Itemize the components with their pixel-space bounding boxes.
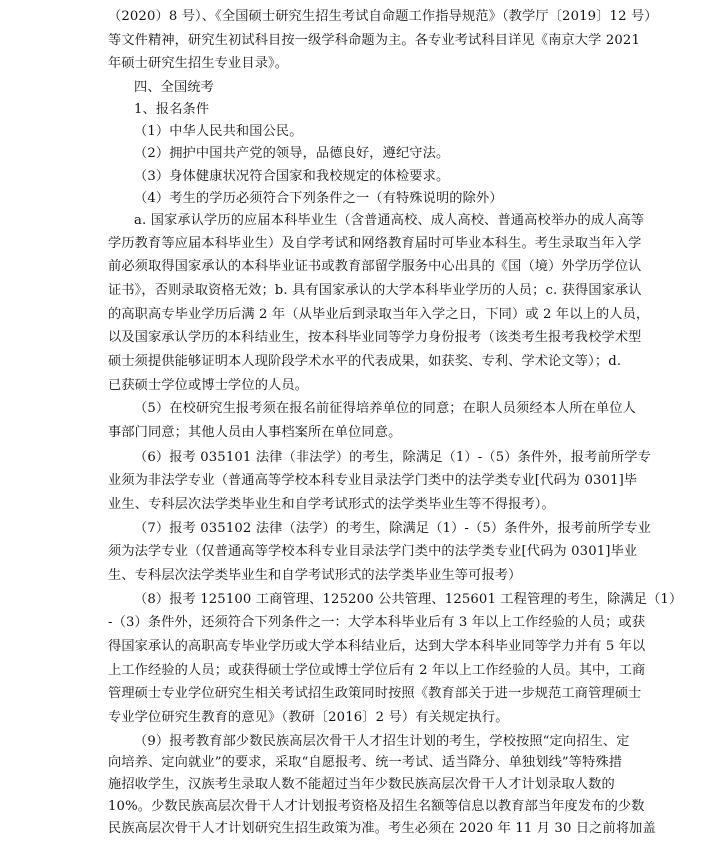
paragraph-line: 年硕士研究生招生专业目录》。 bbox=[108, 56, 289, 71]
paragraph-line: 须为法学专业（仅普通高等学校本科专业目录法学门类中的法学类专业[代码为 0301]毕业 bbox=[108, 544, 638, 559]
paragraph-line: （5）在校研究生报考须在报名前征得培养单位的同意；在职人员须经本人所在单位人 bbox=[134, 401, 637, 416]
condition-item: （1）中华人民共和国公民。 bbox=[134, 124, 303, 139]
paragraph-line: 学历教育等应届本科毕业生）及自学考试和网络教育届时可毕业本科生。考生录取当年入学 bbox=[108, 236, 642, 251]
paragraph-line: 向培养、定向就业”的要求，采取“自愿报考、统一考试、适当降分、单独划线”等特殊措 bbox=[108, 755, 623, 770]
paragraph-line: 已获硕士学位或博士学位的人员。 bbox=[108, 378, 309, 393]
paragraph-line: 管理硕士专业学位研究生相关考试招生政策同时按照《教育部关于进一步规范工商管理硕士 bbox=[108, 686, 642, 701]
paragraph-line: 施招收学生，汉族考生录取人数不能超过当年少数民族高层次骨干人才计划录取人数的 bbox=[108, 777, 615, 792]
paragraph-line: 业生、专科层次法学类毕业生和自学考试形式的法学类毕业生等不得报考）。 bbox=[108, 497, 555, 512]
paragraph-line: 生、专科层次法学类毕业生和自学考试形式的法学类毕业生等可报考） bbox=[108, 568, 522, 583]
paragraph-line: 证书》，否则录取资格无效；b. 具有国家承认的大学本科毕业学历的人员；c. 获得国家承认 bbox=[108, 283, 642, 298]
condition-item: （3）身体健康状况符合国家和我校规定的体检要求。 bbox=[134, 169, 450, 184]
paragraph-line: -（3）条件外，还须符合下列条件之一：大学本科毕业后有 3 年以上工作经验的人员；或获 bbox=[108, 615, 646, 630]
paragraph-line: （2020）8 号）、《全国硕士研究生招生考试自命题工作指导规范》（教学厅〔2019〕12 号） bbox=[108, 9, 658, 24]
paragraph-line: 的高职高专毕业学历后满 2 年（从毕业后到录取当年入学之日，下同）或 2 年以上的人员， bbox=[108, 307, 650, 322]
condition-item: （2）拥护中国共产党的领导，品德良好，遵纪守法。 bbox=[134, 146, 450, 161]
condition-item: （4）考生的学历必须符合下列条件之一（有特殊说明的除外） bbox=[134, 191, 503, 206]
paragraph-line: （8）报考 125100 工商管理、125200 公共管理、125601 工程管理的考生，除满足（1） bbox=[134, 592, 683, 607]
paragraph-line: （6）报考 035101 法律（非法学）的考生，除满足（1）-（5）条件外，报考前所学专 bbox=[134, 450, 651, 465]
paragraph-line: 民族高层次骨干人才计划研究生招生政策为准。考生必须在 2020 年 11 月 30 日之前将加盖 bbox=[108, 821, 656, 836]
paragraph-line: 上工作经验的人员；或获得硕士学位或博士学位后有 2 年以上工作经验的人员。其中，工商 bbox=[108, 663, 646, 678]
paragraph-line: 前必须取得国家承认的本科毕业证书或教育部留学服务中心出具的《国（境）外学历学位认 bbox=[108, 259, 642, 274]
paragraph-line: 得国家承认的高职高专毕业学历或大学本科结业后，达到大学本科毕业同等学力并有 5 年以 bbox=[108, 639, 646, 654]
paragraph-line: （7）报考 035102 法律（法学）的考生，除满足（1）-（5）条件外，报考前所学专业 bbox=[134, 521, 651, 536]
paragraph-line: 硕士须提供能够证明本人现阶段学术水平的代表成果，如获奖、专利、学术论文等）；d. bbox=[108, 354, 622, 369]
paragraph-line: a. 国家承认学历的应届本科毕业生（含普通高校、成人高校、普通高校举办的成人高等 bbox=[134, 213, 645, 228]
paragraph-line: 专业学位研究生教育的意见》（教研〔2016〕2 号）有关规定执行。 bbox=[108, 710, 509, 725]
paragraph-line: 等文件精神，研究生初试科目按一级学科命题为主。各专业考试科目详见《南京大学 2021 bbox=[108, 33, 640, 48]
subsection-heading: 1、报名条件 bbox=[134, 102, 210, 117]
section-heading: 四、全国统考 bbox=[134, 80, 215, 95]
paragraph-line: 10%。少数民族高层次骨干人才计划报考资格及招生名额等信息以教育部当年度发布的少数 bbox=[108, 799, 645, 814]
paragraph-line: （9）报考教育部少数民族高层次骨干人才招生计划的考生，学校按照“定向招生、定 bbox=[134, 734, 630, 749]
paragraph-line: 以及国家承认学历的本科结业生，按本科毕业同等学力身份报考（该类考生报考我校学术型 bbox=[108, 330, 642, 345]
paragraph-line: 事部门同意；其他人员由人事档案所在单位同意。 bbox=[108, 425, 402, 440]
paragraph-line: 业须为非法学专业（普通高等学校本科专业目录法学门类中的法学类专业[代码为 0301]毕 bbox=[108, 473, 638, 488]
